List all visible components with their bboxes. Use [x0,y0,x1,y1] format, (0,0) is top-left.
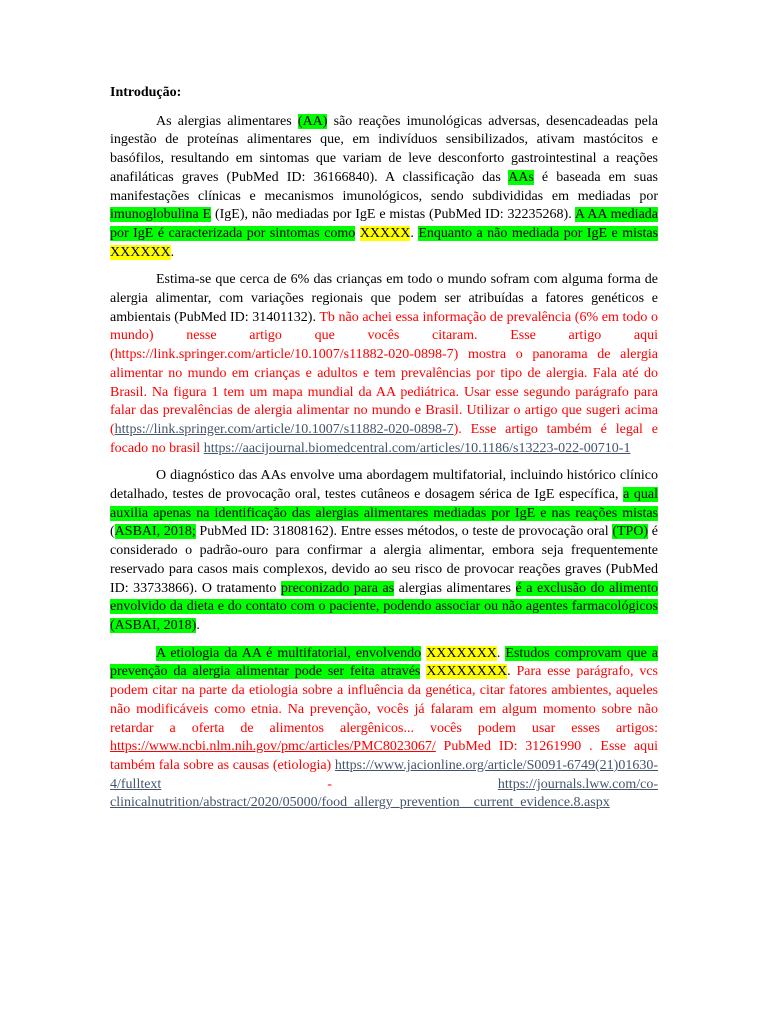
text: (IgE), não mediadas por IgE e mistas (PubMed ID: 32235268). [211,207,575,223]
highlight-green: a qual auxilia apenas na identificação das alergias alimentares mediadas por IgE e nas reações mistas [110,487,658,521]
highlight-green: Enquanto a não mediada por IgE e mistas [418,225,659,241]
highlight-green: imunoglobulina E [110,207,212,223]
placeholder-yellow: XXXXXX [110,244,171,260]
text: alergias alimentares [394,580,516,596]
highlight-green: AAs [508,169,534,185]
reviewer-comment: ). Esse artigo também é legal e focado no brasil [110,421,658,456]
text: ( [110,524,115,540]
reviewer-comment: Tb não achei essa informação de prevalência (6% em todo o mundo) nesse artigo que vocês citaram. Esse artigo aqui (https://link.springer.com/article/10.1007/s11882-020-0898-7) mostra o panorama de alergia alimentar no mundo em crianças e adultos e tem prevalências por tipo de alergia. Fala até do Brasil. Na figura 1 tem um mapa mundial da AA pediátrica. Usar esse segundo parágrafo para falar das prevalências de alergia alimentar no mundo e Brasil. Utilizar o artigo que sugeri acima ( [110,309,658,437]
text: é baseada em suas manifestações clínicas e mecanismos imunológicos, sendo subdivididas em mediadas por [110,169,658,204]
text: As alergias alimentares [156,113,298,129]
text: são reações imunológicas adversas, desencadeadas pela ingestão de proteínas alimentares que, em indivíduos sensibilizados, ativam mastócitos e basófilos, resultando em sintomas que variam de leve desconforto gastrointestinal a reações anafiláticas graves (PubMed ID: 36166840). A classificação das [110,113,658,185]
hyperlink-jacionline[interactable]: https://www.jacionline.org/article/S0091-6749(21)01630-4/fulltext [110,757,659,792]
placeholder-yellow: XXXXXXXX [426,664,508,680]
reviewer-comment: Para esse parágrafo, vcs podem citar na parte da etiologia sobre a influência da genética, citar fatores ambientes, aqueles não modificáveis como etnia. Na prevenção, vocês já falaram em algum momento sobre não retardar a oferta de alimentos alergênicos... vocês podem usar esses artigos: [110,664,658,736]
highlight-green: A etiologia da AA é multifatorial, envolvendo [156,645,422,661]
text: Estima-se que cerca de 6% das crianças em todo o mundo sofram com alguma forma de alergia alimentar, com variações regionais que podem ser atribuídas a fatores genéticos e ambientais (PubMed ID: 31401132). [110,272,658,325]
text: é considerado o padrão-ouro para confirmar a alergia alimentar, embora seja frequentemente reservado para casos mais complexos, devido ao seu risco de provocar reações graves (PubMed ID: 33733866). O tratamento [110,524,658,596]
highlight-green: Estudos comprovam que a prevenção da alergia alimentar pode ser feita através [110,645,659,680]
reviewer-comment: PubMed ID: 31261990 . Esse aqui também fala sobre as causas (etiologia) [110,739,658,773]
link-separator: - [161,776,332,792]
paragraph-definition [110,113,658,263]
highlight-green: A AA mediada por IgE é caracterizada por sintomas como [110,207,659,241]
paragraph-etiology [110,645,658,813]
paragraph-prevalence [110,271,658,458]
placeholder-yellow: XXXXXXX [426,645,497,661]
highlight-green: (AA) [297,113,328,129]
highlight-green: ASBAI, 2018; [114,524,196,540]
text: . [507,664,517,680]
section-heading: Introdução: [110,85,182,100]
hyperlink-ncbi[interactable]: https://www.ncbi.nlm.nih.gov/pmc/articles/PMC8023067/ [110,739,436,755]
highlight-green: é a exclusão do alimento envolvido da dieta e do contato com o paciente, podendo associar ou não agentes farmacológicos (ASBAI, 2018) [110,580,658,633]
hyperlink-lww[interactable]: https://journals.lww.com/co-clinicalnutrition/abstract/2020/05000/food_allergy_prevention__current_evidence.8.aspx [110,776,658,811]
hyperlink-springer[interactable]: https://link.springer.com/article/10.1007/s11882-020-0898-7 [114,421,454,437]
text: O diagnóstico das AAs envolve uma abordagem multifatorial, incluindo histórico clínico detalhado, testes de provocação oral, testes cutâneos e dosagem sérica de IgE específica, [110,468,658,503]
hyperlink-aacijournal[interactable]: https://aacijournal.biomedcentral.com/articles/10.1186/s13223-022-00710-1 [203,440,631,456]
text: . [410,225,419,241]
highlight-green: preconizado para as [280,580,395,596]
placeholder-yellow: XXXXX [359,225,411,241]
highlight-green: (TPO) [612,524,649,540]
text: . [196,617,200,633]
text: . [170,244,175,260]
paragraph-diagnosis [110,467,658,635]
text: . [496,645,506,661]
text: PubMed ID: 31808162). Entre esses métodos, o teste de provocação oral [195,524,613,540]
document-page [110,84,658,822]
